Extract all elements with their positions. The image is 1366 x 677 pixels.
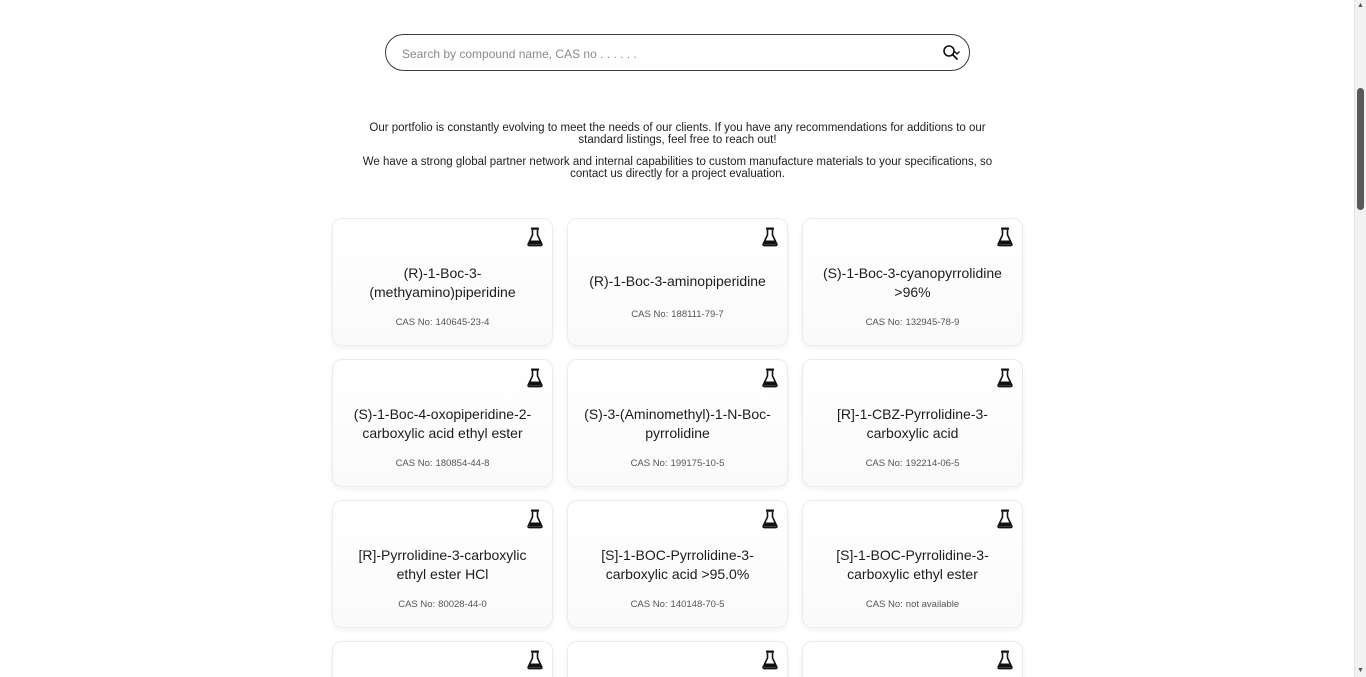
product-card[interactable] <box>332 359 553 487</box>
flask-icon <box>762 368 778 388</box>
product-cas: CAS No: 80028-44-0 <box>398 599 487 610</box>
flask-icon <box>762 509 778 529</box>
product-card[interactable] <box>332 641 553 677</box>
product-card[interactable] <box>802 500 1023 628</box>
product-cas: CAS No: 140645-23-4 <box>395 317 490 328</box>
search-bar[interactable] <box>385 34 970 71</box>
search-input[interactable] <box>400 35 924 72</box>
flask-icon <box>527 368 543 388</box>
product-cas: CAS No: 192214-06-5 <box>865 458 960 469</box>
product-name: [S]-1-BOC-Pyrrolidine-3-carboxylic acid >95.0% <box>601 547 754 582</box>
product-cas: CAS No: 180854-44-8 <box>395 458 490 469</box>
product-cas: CAS No: not available <box>865 599 960 610</box>
intro-paragraph-1: Our portfolio is constantly evolving to meet the needs of our clients. If you have any recommendations for additions to our standard listings, feel free to reach out! <box>369 122 986 146</box>
search-icon[interactable] <box>941 43 961 63</box>
flask-icon <box>527 227 543 247</box>
product-card[interactable] <box>567 641 788 677</box>
scrollbar-thumb[interactable] <box>1357 88 1364 210</box>
scroll-up-arrow-icon[interactable]: ▲ <box>1357 2 1364 9</box>
product-card[interactable] <box>802 218 1023 346</box>
flask-icon <box>997 509 1013 529</box>
product-name: (S)-1-Boc-4-oxopiperidine-2-carboxylic acid ethyl ester <box>353 406 532 441</box>
flask-icon <box>997 227 1013 247</box>
product-card[interactable] <box>567 218 788 346</box>
product-name: [R]-1-CBZ-Pyrrolidine-3-carboxylic acid <box>837 406 988 441</box>
intro-text <box>360 122 995 190</box>
product-card[interactable] <box>802 641 1023 677</box>
product-name: (S)-1-Boc-3-cyanopyrrolidine >96% <box>823 265 1002 300</box>
scroll-down-arrow-icon[interactable]: ▼ <box>1357 667 1364 674</box>
scrollbar[interactable] <box>1354 0 1366 677</box>
product-card[interactable] <box>567 359 788 487</box>
flask-icon <box>762 227 778 247</box>
flask-icon <box>997 650 1013 670</box>
product-name: (S)-3-(Aminomethyl)-1-N-Boc-pyrrolidine <box>584 406 771 441</box>
product-cas: CAS No: 199175-10-5 <box>630 458 725 469</box>
intro-paragraph-2: We have a strong global partner network and internal capabilities to custom manufacture materials to your specifications, so contact us directly for a project evaluation. <box>362 156 993 180</box>
product-name: [R]-Pyrrolidine-3-carboxylic ethyl ester HCl <box>358 547 527 582</box>
flask-icon <box>997 368 1013 388</box>
product-card[interactable] <box>332 500 553 628</box>
flask-icon <box>527 650 543 670</box>
product-cas: CAS No: 132945-78-9 <box>865 317 960 328</box>
product-card[interactable] <box>567 500 788 628</box>
product-name: (R)-1-Boc-3-aminopiperidine <box>589 272 766 289</box>
product-card[interactable] <box>802 359 1023 487</box>
product-card[interactable] <box>332 218 553 346</box>
flask-icon <box>527 509 543 529</box>
product-cas: CAS No: 140148-70-5 <box>630 599 725 610</box>
flask-icon <box>762 650 778 670</box>
product-name: (R)-1-Boc-3-(methyamino)piperidine <box>369 265 516 300</box>
product-cas: CAS No: 188111-79-7 <box>631 309 724 320</box>
product-name: [S]-1-BOC-Pyrrolidine-3-carboxylic ethyl ester <box>836 547 989 582</box>
